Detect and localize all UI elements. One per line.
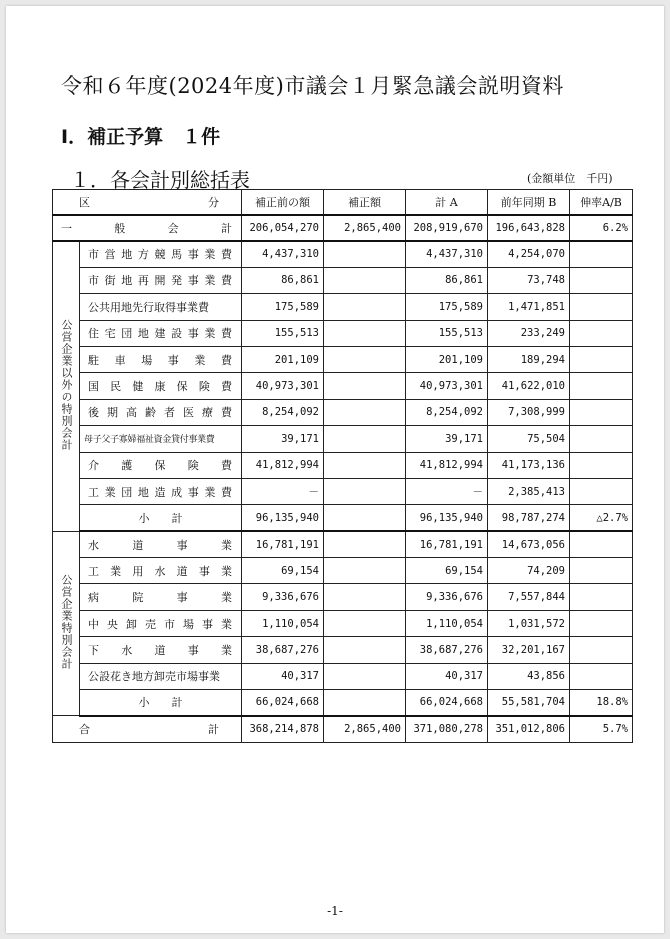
non-enterprise-special-account-row-total: 86,861	[406, 267, 488, 293]
non-enterprise-special-account-row-name: 公共用地先行取得事業費	[80, 294, 242, 320]
non-enterprise-special-account-row-prior-year: 73,748	[488, 267, 570, 293]
non-enterprise-special-account-row-rate	[570, 426, 633, 452]
subsection-title: １．各会計別総括表	[70, 168, 250, 192]
non-enterprise-special-account-row-total: 4,437,310	[406, 241, 488, 267]
public-enterprise-special-account-row-before: 69,154	[242, 558, 324, 584]
header-rate: 伸率A/B	[570, 190, 633, 215]
public-enterprise-special-account-row-name: 水道事業	[80, 531, 242, 557]
public-enterprise-special-account-row-rate	[570, 610, 633, 636]
non-enterprise-special-account-row	[53, 320, 633, 346]
general-amount: 2,865,400	[324, 215, 406, 241]
non-enterprise-special-account-row-before: 41,812,994	[242, 452, 324, 478]
public-enterprise-special-account-row	[53, 531, 633, 557]
header-amount: 補正額	[324, 190, 406, 215]
non-enterprise-special-account-subtotal-row-prior-year: 98,787,274	[488, 505, 570, 531]
public-enterprise-special-account-row	[53, 558, 633, 584]
public-enterprise-special-account-subtotal-row-name: 小 計	[80, 690, 242, 716]
document-page	[6, 6, 664, 933]
unit-note: (金額単位 千円)	[527, 172, 613, 185]
header-category-left: 区	[79, 195, 90, 209]
non-enterprise-special-account-row-total: －	[406, 478, 488, 504]
non-enterprise-special-account-row-rate	[570, 346, 633, 372]
non-enterprise-special-account-row-name: 後期高齢者医療費	[80, 399, 242, 425]
non-enterprise-special-account-row-before: 40,973,301	[242, 373, 324, 399]
non-enterprise-special-account-row-total: 175,589	[406, 294, 488, 320]
public-enterprise-special-account-row-rate	[570, 584, 633, 610]
non-enterprise-special-account-row	[53, 452, 633, 478]
public-enterprise-special-account-row-name: 公設花き地方卸売市場事業	[80, 663, 242, 689]
non-enterprise-special-account-row-amount	[324, 320, 406, 346]
non-enterprise-special-account-subtotal-row	[53, 505, 633, 531]
non-enterprise-special-account-row-before: 8,254,092	[242, 399, 324, 425]
public-enterprise-special-account-row-name: 病院事業	[80, 584, 242, 610]
public-enterprise-special-account-row	[53, 584, 633, 610]
header-category-right: 分	[208, 195, 219, 209]
non-enterprise-special-account-row	[53, 426, 633, 452]
public-enterprise-special-account-row-prior-year: 14,673,056	[488, 531, 570, 557]
public-enterprise-special-account-row-total: 1,110,054	[406, 610, 488, 636]
grand-total-before: 368,214,878	[242, 716, 324, 742]
non-enterprise-special-account-row-name: 工業団地造成事業費	[80, 478, 242, 504]
grand-total-name-right: 計	[208, 723, 219, 737]
non-enterprise-special-account-row-amount	[324, 399, 406, 425]
page-number: -1-	[327, 904, 343, 918]
public-enterprise-special-account-row-rate	[570, 663, 633, 689]
header-before: 補正前の額	[242, 190, 324, 215]
public-enterprise-special-account-row-rate	[570, 637, 633, 663]
non-enterprise-special-account-row	[53, 241, 633, 267]
public-enterprise-special-account-row-name: 工業用水道事業	[80, 558, 242, 584]
non-enterprise-special-account-row-prior-year: 1,471,851	[488, 294, 570, 320]
public-enterprise-special-account-row	[53, 637, 633, 663]
public-enterprise-special-account-row	[53, 663, 633, 689]
section-title: Ⅰ．補正予算 １件	[61, 126, 221, 148]
non-enterprise-special-account-row-prior-year: 41,622,010	[488, 373, 570, 399]
non-enterprise-special-account-row-prior-year: 2,385,413	[488, 478, 570, 504]
non-enterprise-special-account-row-total: 201,109	[406, 346, 488, 372]
public-enterprise-special-account-label: 公営企業特別会計	[60, 574, 73, 671]
non-enterprise-special-account-row	[53, 478, 633, 504]
public-enterprise-special-account-row-total: 69,154	[406, 558, 488, 584]
non-enterprise-special-account-row-amount	[324, 426, 406, 452]
non-enterprise-special-account-row-prior-year: 41,173,136	[488, 452, 570, 478]
non-enterprise-special-account-row-amount	[324, 478, 406, 504]
non-enterprise-special-account-label-cell	[53, 241, 80, 531]
header-total: 計 A	[406, 190, 488, 215]
public-enterprise-special-account-row-amount	[324, 637, 406, 663]
non-enterprise-special-account-row-name: 国民健康保険費	[80, 373, 242, 399]
public-enterprise-special-account-label-cell	[53, 531, 80, 716]
non-enterprise-special-account-row-before: 39,171	[242, 426, 324, 452]
non-enterprise-special-account-row-amount	[324, 373, 406, 399]
non-enterprise-special-account-row-rate	[570, 294, 633, 320]
non-enterprise-special-account-row-before: 201,109	[242, 346, 324, 372]
non-enterprise-special-account-row-before: 4,437,310	[242, 241, 324, 267]
public-enterprise-special-account-row-amount	[324, 610, 406, 636]
general-total: 208,919,670	[406, 215, 488, 241]
public-enterprise-special-account-row-before: 9,336,676	[242, 584, 324, 610]
non-enterprise-special-account-row-before: 175,589	[242, 294, 324, 320]
non-enterprise-special-account-row-prior-year: 75,504	[488, 426, 570, 452]
public-enterprise-special-account-row-rate	[570, 558, 633, 584]
public-enterprise-special-account-row-before: 40,317	[242, 663, 324, 689]
non-enterprise-special-account-row	[53, 267, 633, 293]
public-enterprise-special-account-row-amount	[324, 663, 406, 689]
public-enterprise-special-account-row-prior-year: 43,856	[488, 663, 570, 689]
public-enterprise-special-account-row-prior-year: 1,031,572	[488, 610, 570, 636]
public-enterprise-special-account-row-total: 16,781,191	[406, 531, 488, 557]
general-before: 206,054,270	[242, 215, 324, 241]
public-enterprise-special-account-row-amount	[324, 531, 406, 557]
public-enterprise-special-account-row-before: 1,110,054	[242, 610, 324, 636]
general-rate: 6.2%	[570, 215, 633, 241]
non-enterprise-special-account-row-amount	[324, 241, 406, 267]
non-enterprise-special-account-subtotal-row-amount	[324, 505, 406, 531]
public-enterprise-special-account-row-total: 38,687,276	[406, 637, 488, 663]
non-enterprise-special-account-row-total: 155,513	[406, 320, 488, 346]
header-category	[53, 190, 242, 215]
non-enterprise-special-account-row	[53, 373, 633, 399]
non-enterprise-special-account-row-name: 駐車場事業費	[80, 346, 242, 372]
non-enterprise-special-account-row	[53, 399, 633, 425]
non-enterprise-special-account-row-prior-year: 189,294	[488, 346, 570, 372]
grand-total-name	[53, 716, 242, 742]
public-enterprise-special-account-row-total: 9,336,676	[406, 584, 488, 610]
grand-total-rate: 5.7%	[570, 716, 633, 742]
grand-total-row	[53, 716, 633, 742]
non-enterprise-special-account-row-name: 市営地方競馬事業費	[80, 241, 242, 267]
non-enterprise-special-account-row-prior-year: 7,308,999	[488, 399, 570, 425]
public-enterprise-special-account-row-prior-year: 32,201,167	[488, 637, 570, 663]
non-enterprise-special-account-row	[53, 346, 633, 372]
non-enterprise-special-account-row-prior-year: 233,249	[488, 320, 570, 346]
non-enterprise-special-account-subtotal-row-rate: △2.7%	[570, 505, 633, 531]
public-enterprise-special-account-subtotal-row-before: 66,024,668	[242, 690, 324, 716]
non-enterprise-special-account-row-amount	[324, 452, 406, 478]
non-enterprise-special-account-row-rate	[570, 373, 633, 399]
non-enterprise-special-account-row-name: 母子父子寡婦福祉資金貸付事業費	[80, 426, 242, 452]
public-enterprise-special-account-row-prior-year: 74,209	[488, 558, 570, 584]
public-enterprise-special-account-row-amount	[324, 558, 406, 584]
general-account-name: 一 般 会 計	[53, 215, 242, 241]
non-enterprise-special-account-row-rate	[570, 478, 633, 504]
public-enterprise-special-account-subtotal-row	[53, 690, 633, 716]
grand-total-name-left: 合	[79, 723, 90, 737]
public-enterprise-special-account-row-amount	[324, 584, 406, 610]
non-enterprise-special-account-row-amount	[324, 346, 406, 372]
public-enterprise-special-account-row-name: 中央卸売市場事業	[80, 610, 242, 636]
non-enterprise-special-account-row-rate	[570, 267, 633, 293]
non-enterprise-special-account-row	[53, 294, 633, 320]
grand-total-amount: 2,865,400	[324, 716, 406, 742]
public-enterprise-special-account-row-name: 下水道事業	[80, 637, 242, 663]
non-enterprise-special-account-label: 公営企業以外の特別会計	[60, 318, 73, 451]
account-summary-table	[52, 189, 633, 743]
public-enterprise-special-account-row-rate	[570, 531, 633, 557]
public-enterprise-special-account-subtotal-row-rate: 18.8%	[570, 690, 633, 716]
table-header-row	[53, 190, 633, 215]
public-enterprise-special-account-row-total: 40,317	[406, 663, 488, 689]
non-enterprise-special-account-subtotal-row-before: 96,135,940	[242, 505, 324, 531]
public-enterprise-special-account-row-before: 38,687,276	[242, 637, 324, 663]
general-account-row	[53, 215, 633, 241]
public-enterprise-special-account-subtotal-row-amount	[324, 690, 406, 716]
non-enterprise-special-account-row-total: 8,254,092	[406, 399, 488, 425]
document-title: 令和６年度(2024年度)市議会１月緊急議会説明資料	[61, 74, 564, 98]
non-enterprise-special-account-row-before: －	[242, 478, 324, 504]
non-enterprise-special-account-subtotal-row-name: 小 計	[80, 505, 242, 531]
grand-total-total: 371,080,278	[406, 716, 488, 742]
non-enterprise-special-account-row-rate	[570, 452, 633, 478]
grand-total-prior-year: 351,012,806	[488, 716, 570, 742]
non-enterprise-special-account-row-total: 41,812,994	[406, 452, 488, 478]
non-enterprise-special-account-row-rate	[570, 241, 633, 267]
public-enterprise-special-account-subtotal-row-total: 66,024,668	[406, 690, 488, 716]
non-enterprise-special-account-row-total: 40,973,301	[406, 373, 488, 399]
non-enterprise-special-account-row-total: 39,171	[406, 426, 488, 452]
non-enterprise-special-account-row-before: 86,861	[242, 267, 324, 293]
non-enterprise-special-account-row-amount	[324, 267, 406, 293]
non-enterprise-special-account-row-prior-year: 4,254,070	[488, 241, 570, 267]
general-prior-year: 196,643,828	[488, 215, 570, 241]
public-enterprise-special-account-row	[53, 610, 633, 636]
non-enterprise-special-account-row-name: 住宅団地建設事業費	[80, 320, 242, 346]
non-enterprise-special-account-subtotal-row-total: 96,135,940	[406, 505, 488, 531]
public-enterprise-special-account-subtotal-row-prior-year: 55,581,704	[488, 690, 570, 716]
header-prior-year: 前年同期 B	[488, 190, 570, 215]
non-enterprise-special-account-row-before: 155,513	[242, 320, 324, 346]
non-enterprise-special-account-row-rate	[570, 399, 633, 425]
non-enterprise-special-account-row-name: 市街地再開発事業費	[80, 267, 242, 293]
non-enterprise-special-account-row-rate	[570, 320, 633, 346]
non-enterprise-special-account-row-amount	[324, 294, 406, 320]
non-enterprise-special-account-row-name: 介護保険費	[80, 452, 242, 478]
public-enterprise-special-account-row-prior-year: 7,557,844	[488, 584, 570, 610]
public-enterprise-special-account-row-before: 16,781,191	[242, 531, 324, 557]
